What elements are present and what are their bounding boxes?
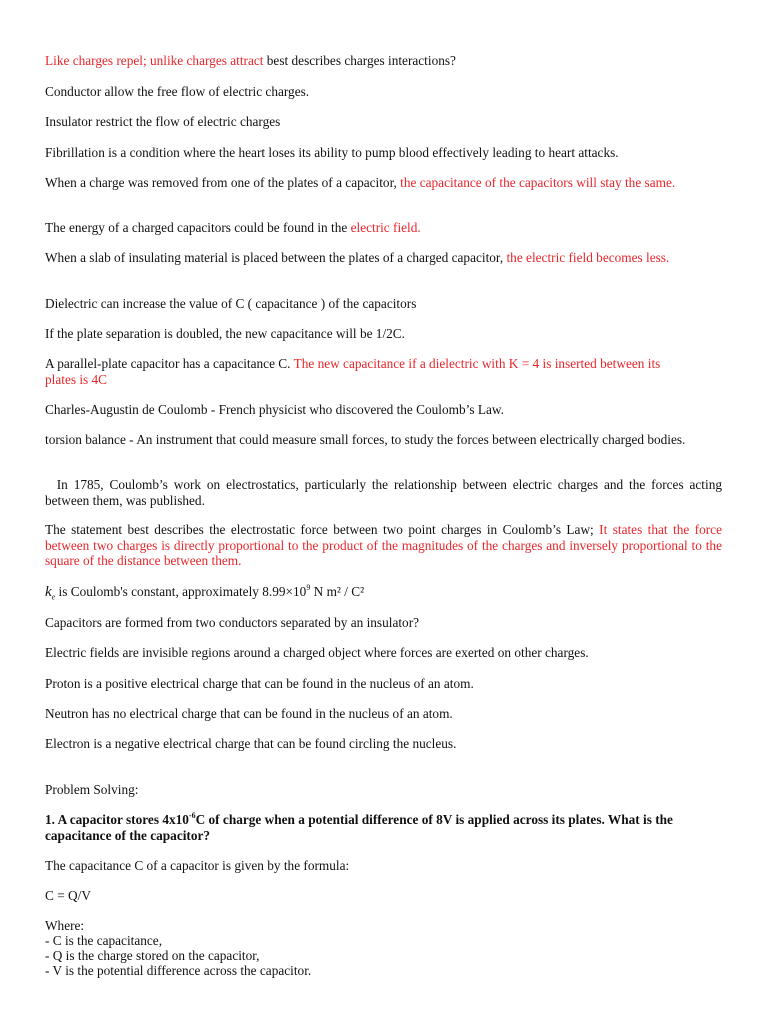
statement-charge-interactions: Like charges repel; unlike charges attract best describes charges interactions?: [45, 53, 456, 68]
formula-intro: The capacitance C of a capacitor is given by the formula:: [45, 858, 350, 873]
statement-coulomb: Charles-Augustin de Coulomb - French physicist who discovered the Coulomb’s Law.: [45, 402, 504, 417]
statement-capacitors-formed: Capacitors are formed from two conductors separated by an insulator?: [45, 615, 420, 630]
statement-neutron: Neutron has no electrical charge that can be found in the nucleus of an atom.: [45, 706, 453, 721]
highlighted-answer: electric field.: [350, 220, 421, 235]
statement-coulomb-constant: $k_e$ is Coulomb's constant, approximately $8.99\times 10^9$ N m² / C²: [45, 582, 365, 602]
highlighted-answer: the capacitance of the capacitors will stay the same.: [400, 175, 676, 190]
highlighted-answer: The new capacitance if a dielectric with K = 4 is inserted between its plates is 4C: [45, 356, 661, 387]
where-item: - C is the capacitance,: [45, 933, 163, 948]
statement-electron: Electron is a negative electrical charge that can be found circling the nucleus.: [45, 736, 457, 751]
statement-insulator: Insulator restrict the flow of electric charges: [45, 114, 281, 129]
statement-proton: Proton is a positive electrical charge that can be found in the nucleus of an atom.: [45, 676, 474, 691]
statement-conductor: Conductor allow the free flow of electric charges.: [45, 84, 310, 99]
highlighted-answer: the electric field becomes less.: [506, 250, 670, 265]
statement-insulating-slab: When a slab of insulating material is placed between the plates of a charged capacitor, the electric field becomes less.: [45, 250, 670, 265]
statement-capacitor-charge-removed: When a charge was removed from one of the plates of a capacitor, the capacitance of the capacitors will stay the same.: [45, 175, 676, 190]
highlighted-answer: It states that the force between two charges is directly proportional to the product of the magnitudes of the charges and inversely proportional to the square of the distance between them.: [45, 522, 722, 568]
formula: C = Q/V: [45, 888, 91, 903]
statement-dielectric: Dielectric can increase the value of C ( capacitance ) of the capacitors: [45, 296, 417, 311]
problem-solving-heading: Problem Solving:: [45, 782, 139, 797]
statement-coulombs-law: The statement best describes the electrostatic force between two point charges in Coulomb’s Law; It states that the force between two charges is directly proportional to the product of the magnitudes of the charges and inversely proportional to the square of the distance between them.: [45, 522, 722, 568]
highlighted-answer: Like charges repel; unlike charges attract: [45, 53, 264, 68]
where-item: - Q is the charge stored on the capacitor,: [45, 948, 260, 963]
where-item: - V is the potential difference across the capacitor.: [45, 963, 312, 978]
statement-plate-separation: If the plate separation is doubled, the new capacitance will be 1/2C.: [45, 326, 405, 341]
where-label: Where:: [45, 918, 85, 933]
statement-energy-field: The energy of a charged capacitors could be found in the electric field.: [45, 220, 421, 235]
problem-1-question: 1. A capacitor stores $4x10^{-6}C$ of charge when a potential difference of 8V is applied across its plates. What is the capacitance of the capacitor?: [45, 810, 673, 843]
statement-torsion-balance: torsion balance - An instrument that could measure small forces, to study the forces between electrically charged bodies.: [45, 432, 686, 447]
statement-1785: In 1785, Coulomb’s work on electrostatics, particularly the relationship between electric charges and the forces acting between them, was published.: [45, 477, 726, 508]
statement-fibrillation: Fibrillation is a condition where the heart loses its ability to pump blood effectively leading to heart attacks.: [45, 145, 619, 160]
statement-electric-fields: Electric fields are invisible regions around a charged object where forces are exerted on other charges.: [45, 645, 589, 660]
statement-parallel-plate: A parallel-plate capacitor has a capacitance C. The new capacitance if a dielectric with K = 4 is inserted between its plates is 4C: [45, 356, 661, 387]
